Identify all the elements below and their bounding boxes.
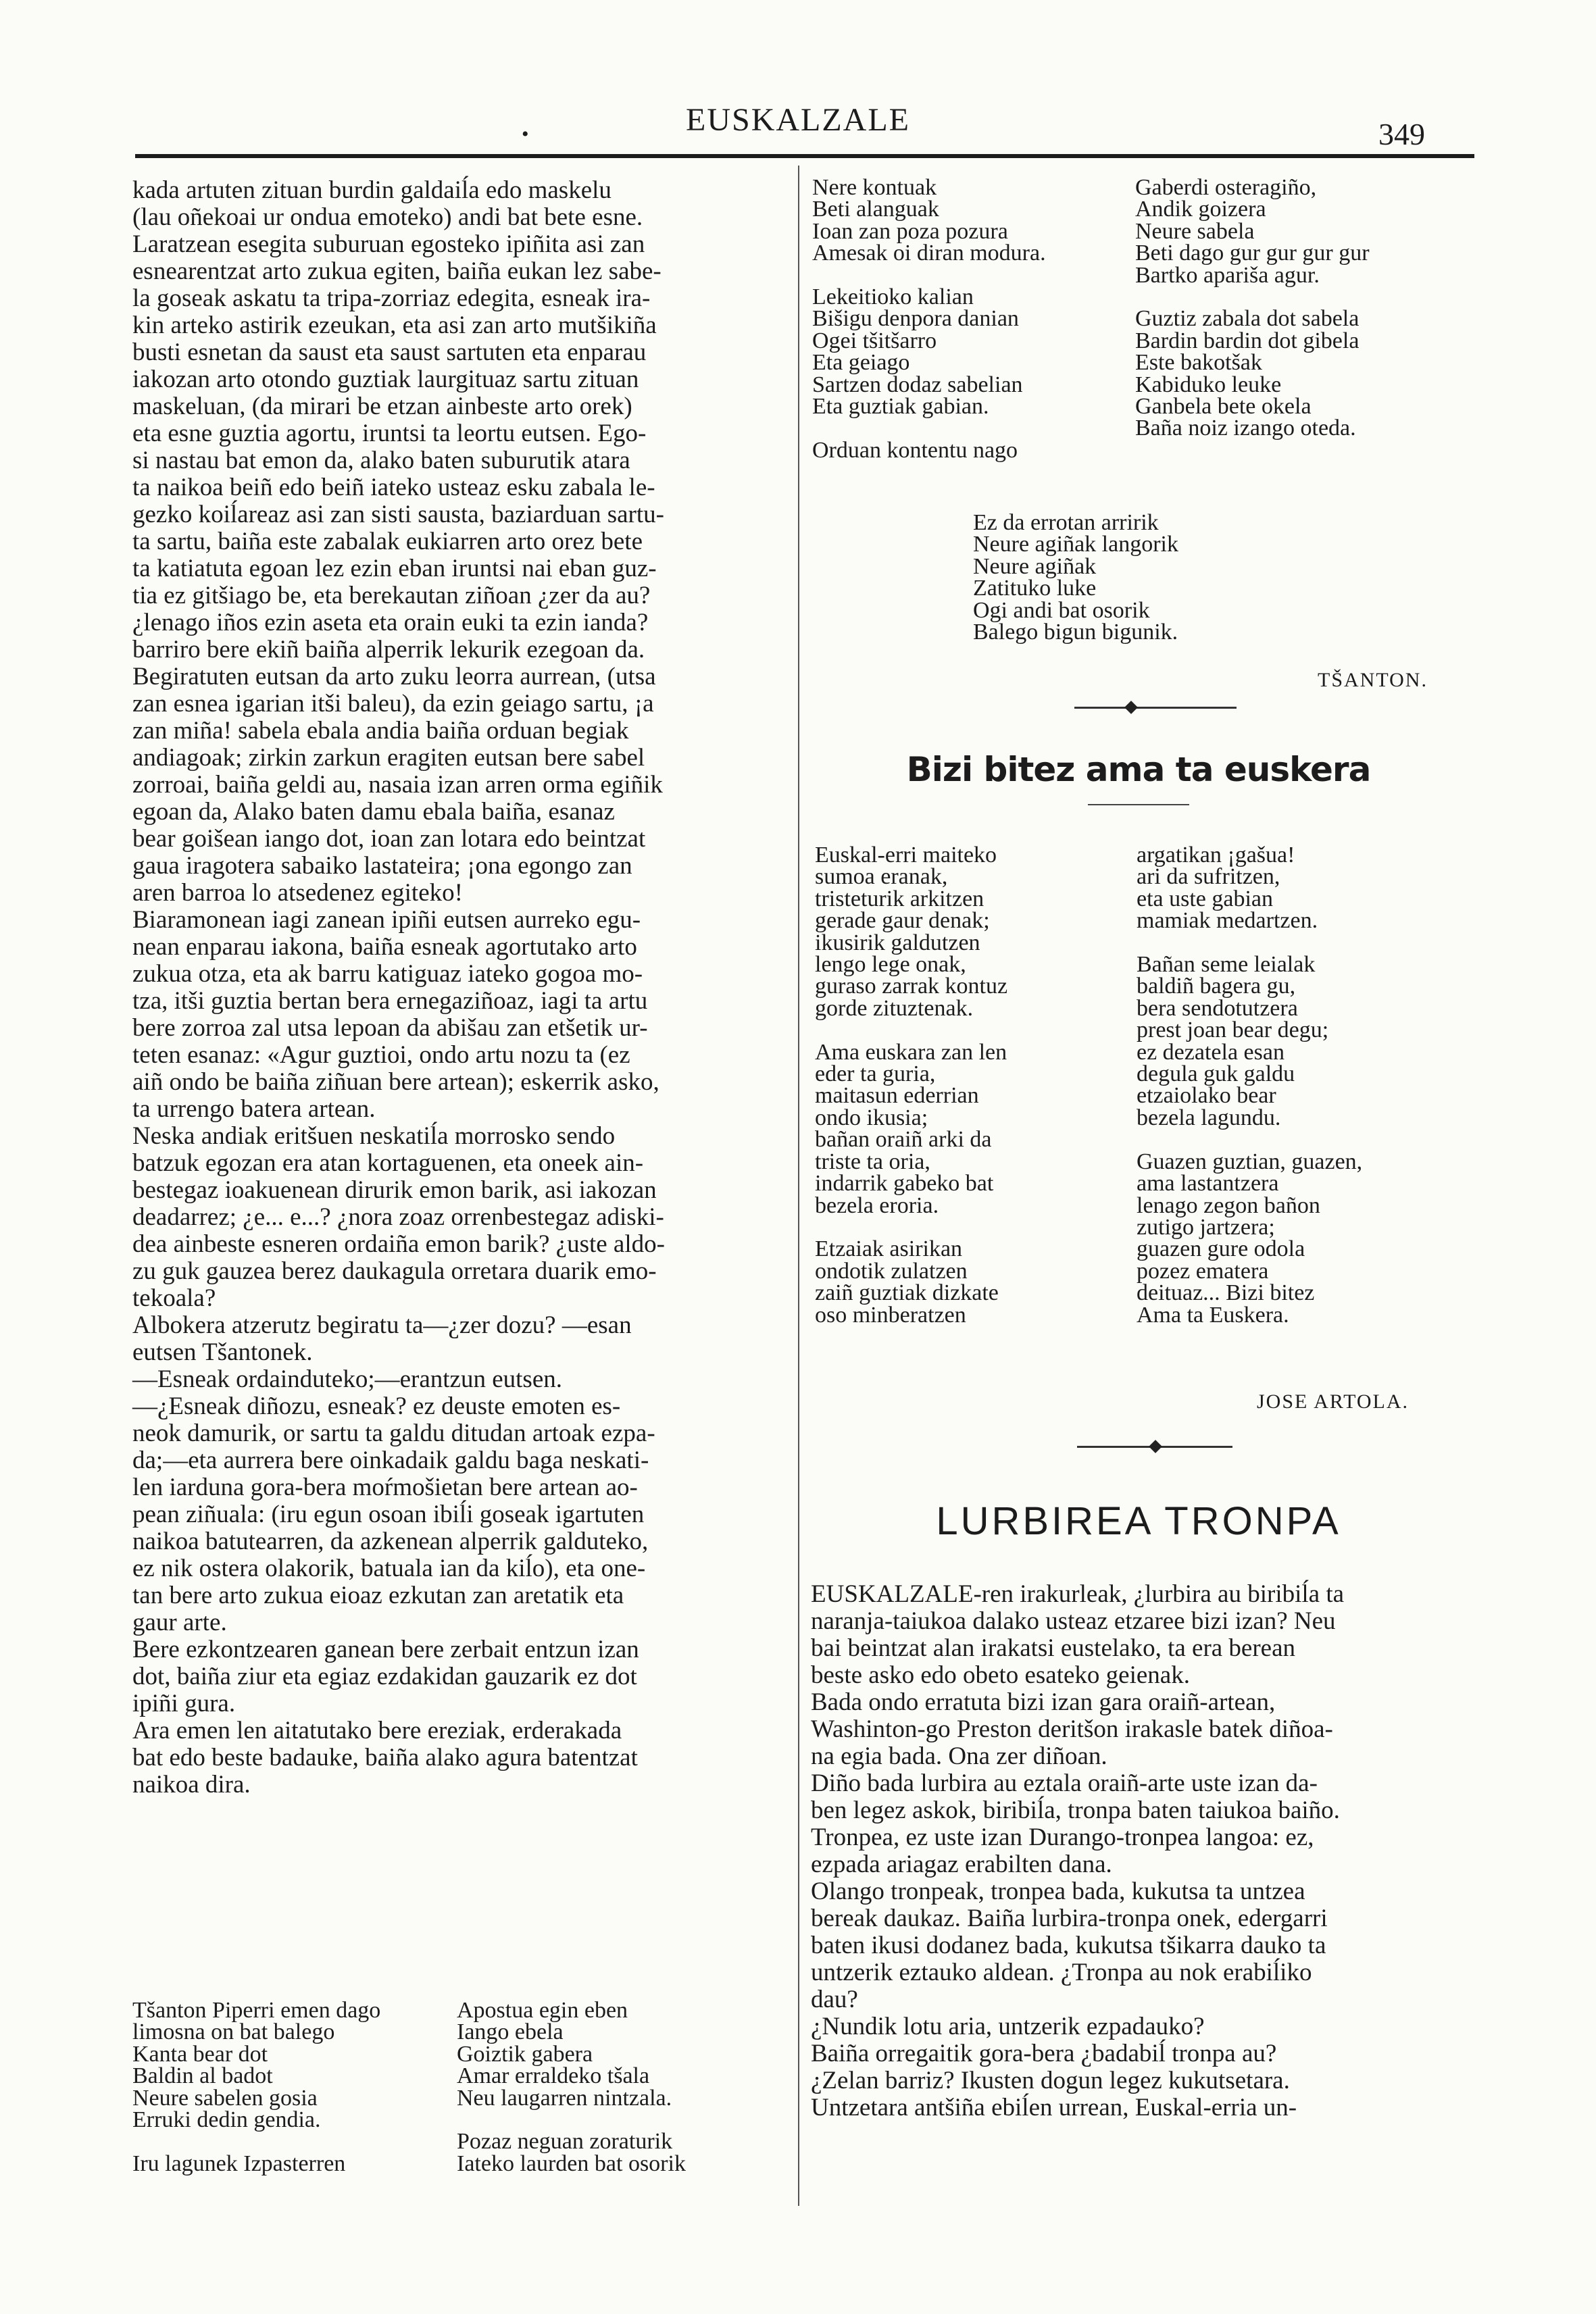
text-line: ezpada ariagaz erabilten dana.	[811, 1851, 1112, 1878]
verse-line: Neure sabelen gosia	[132, 2085, 318, 2111]
verse-line: Kanta bear dot	[132, 2041, 268, 2067]
verse-line: gerade gaur denak;	[815, 908, 990, 934]
text-line: zan esnea igarian itši baleu), da ezin geiago sartu, ¡a	[132, 690, 654, 718]
verse-line: Balego bigun bigunik.	[973, 620, 1178, 645]
text-line: Washinton-go Preston deritšon irakasle batek diñoa-	[811, 1715, 1333, 1743]
text-line: eutsen Tšantonek.	[132, 1338, 313, 1366]
verse-line: Neure sabela	[1135, 218, 1255, 244]
verse-line: Tšanton Piperri emen dago	[132, 1998, 381, 2023]
verse-line: pozez ematera	[1137, 1258, 1269, 1284]
verse-line: Erruki dedin gendia.	[132, 2107, 321, 2133]
right-column-prose	[811, 1581, 1473, 2121]
verse-line: guraso zarrak kontuz	[815, 974, 1008, 999]
verse-line: sumoa eranak,	[815, 864, 948, 890]
text-line: Ara emen len aitatutako bere ereziak, erderakada	[132, 1717, 622, 1744]
verse-line: ondo ikusia;	[815, 1105, 928, 1130]
verse-line: bezela lagundu.	[1137, 1105, 1281, 1130]
text-line: zu guk gauzea berez daukagula orretara duarik emo-	[132, 1257, 657, 1285]
verse-line: ama lastantzera	[1137, 1171, 1279, 1197]
text-line: zan miña! sabela ebala andia baiña orduan begiak	[132, 717, 629, 745]
left-column-prose	[132, 177, 781, 1799]
text-line: tan bere arto zukua eioaz ezkutan zan aretatik eta	[132, 1582, 624, 1609]
verse-line: Neu laugarren nintzala.	[457, 2085, 672, 2111]
text-line: si nastau bat emon da, alako baten suburutik atara	[132, 447, 630, 474]
text-line: kin arteko astirik ezeukan, eta asi zan arto mutšikiña	[132, 311, 657, 339]
verse-line: eta uste gabian	[1137, 886, 1274, 911]
verse-line: Baña noiz izango oteda.	[1135, 416, 1356, 441]
verse-line: Lekeitioko kalian	[812, 284, 974, 310]
verse-line: Guztiz zabala dot sabela	[1135, 306, 1360, 332]
verse-line	[812, 418, 1046, 439]
poem-top-col-c	[973, 512, 1178, 643]
verse-line: Ioan zan poza pozura	[812, 218, 1008, 244]
verse-line: Andik goizera	[1135, 197, 1266, 222]
text-line: Albokera atzerutz begiratu ta—¿zer dozu? —esan	[132, 1311, 632, 1339]
verse-line: Iru lagunek Izpasterren	[132, 2150, 346, 2176]
verse-line: Euskal-erri maiteko	[815, 842, 997, 867]
text-line: Olango tronpeak, tronpea bada, kukutsa ta untzea	[811, 1878, 1305, 1905]
verse-line: ari da sufritzen,	[1137, 864, 1280, 890]
verse-line: Nere kontuak	[812, 175, 937, 200]
verse-line	[457, 2109, 686, 2131]
verse-line: Goiztik gabera	[457, 2041, 593, 2067]
verse-line: mamiak medartzen.	[1137, 908, 1318, 934]
verse-line: Beti alanguak	[812, 197, 939, 222]
text-line: Biaramonean iagi zanean ipiñi eutsen aurreko egu-	[132, 906, 641, 934]
text-line: Neska andiak eritšuen neskatiĺa morrosko sendo	[132, 1122, 616, 1150]
text-line: barriro bere ekiñ baiña alperrik lekurik ezegoan da.	[132, 636, 645, 663]
verse-line: degula guk galdu	[1137, 1061, 1295, 1087]
verse-line	[1137, 1129, 1362, 1151]
heading-underline	[1088, 804, 1189, 805]
verse-line: Gaberdi osteragiño,	[1135, 175, 1317, 200]
verse-line: Ama ta Euskera.	[1137, 1302, 1289, 1328]
text-line: ¿Nundik lotu aria, untzerik ezpadauko?	[811, 2013, 1205, 2040]
verse-line: deituaz... Bizi bitez	[1137, 1280, 1315, 1306]
verse-line: indarrik gabeko bat	[815, 1171, 994, 1197]
text-line: naikoa dira.	[132, 1771, 251, 1799]
verse-line	[132, 2131, 380, 2153]
verse-line	[812, 265, 1046, 286]
verse-line: ikusirik galdutzen	[815, 930, 980, 955]
ornament-rule-1	[1074, 707, 1237, 709]
verse-line: oso minberatzen	[815, 1302, 966, 1328]
text-line: aiñ ondo be baiña ziñuan bere artean); eskerrik asko,	[132, 1068, 659, 1096]
text-line: gaur arte.	[132, 1609, 227, 1636]
verse-line: Ogei tšitšarro	[812, 328, 937, 353]
poem-top-col-b	[1135, 177, 1370, 440]
verse-line: Kabiduko leuke	[1135, 372, 1282, 397]
text-line: bear goišean iango dot, ioan zan lotara edo beintzat	[132, 825, 646, 853]
text-line: la goseak askatu ta tripa-zorriaz edegita, esneak ira-	[132, 284, 651, 312]
verse-line: Amar erraldeko tšala	[457, 2063, 650, 2089]
text-line: pean ziñuala: (iru egun osoan ibiĺi goseak igartuten	[132, 1501, 645, 1528]
verse-line: gorde zituztenak.	[815, 995, 974, 1021]
text-line: esnearentzat arto zukua egiten, baiña eukan lez sabe-	[132, 257, 662, 285]
verse-line: zaiñ guztiak dizkate	[815, 1280, 999, 1306]
text-line: bereak daukaz. Baiña lurbira-tronpa onek, edergarri	[811, 1905, 1328, 1932]
page-number: 349	[1378, 117, 1425, 151]
text-line: naranja-taiukoa dalako usteaz etzaree bizi izan? Neu	[811, 1607, 1336, 1635]
column-divider	[798, 166, 799, 2206]
text-line: batzuk egozan era atan kortaguenen, eta oneek ain-	[132, 1149, 644, 1177]
text-line: neok damurik, or sartu ta galdu ditudan artoak ezpa-	[132, 1419, 655, 1447]
signature-artola: JOSE ARTOLA.	[1257, 1390, 1410, 1413]
verse-line: Etzaiak asirikan	[815, 1236, 963, 1262]
verse-line: Este bakotšak	[1135, 350, 1262, 376]
verse-line: ez dezatela esan	[1137, 1039, 1285, 1065]
header-rule	[135, 154, 1474, 158]
text-line: Bere ezkontzearen ganean bere zerbait entzun izan	[132, 1636, 639, 1663]
verse-line: bañan oraiñ arki da	[815, 1127, 992, 1153]
text-line: ¿lenago iños ezin aseta eta orain euki ta ezin ianda?	[132, 609, 649, 636]
verse-line: maitasun ederrian	[815, 1083, 979, 1109]
verse-block-b	[457, 2000, 686, 2175]
verse-line: lenago zegon bañon	[1137, 1192, 1320, 1218]
text-line: da;—eta aurrera bere oinkadaik galdu baga neskati-	[132, 1447, 649, 1474]
verse-line: Ez da errotan arririk	[973, 510, 1159, 535]
text-line: egoan da, Alako baten damu ebala baiña, esanaz	[132, 798, 615, 826]
text-line: busti esnetan da saust eta saust sartuten eta enparau	[132, 338, 647, 366]
verse-line: bezela eroria.	[815, 1192, 939, 1218]
verse-line: baldiñ bagera gu,	[1137, 974, 1296, 999]
verse-line: Ganbela bete okela	[1135, 394, 1312, 420]
text-line: ta sartu, baiña este zabalak eukiarren arto orez bete	[132, 528, 643, 555]
verse-line: Apostua egin eben	[457, 1998, 628, 2023]
text-line: na egia bada. Ona zer diñoan.	[811, 1742, 1107, 1770]
heading-bizi-bitez: Bizi bitez ama ta euskera	[906, 750, 1371, 789]
text-line: gaua iragotera sabaiko lastateira; ¡ona egongo zan	[132, 852, 632, 880]
text-line: —Esneak ordainduteko;—erantzun eutsen.	[132, 1365, 562, 1393]
verse-line: Eta guztiak gabian.	[812, 394, 989, 420]
verse-line	[1135, 286, 1370, 308]
verse-line: Sartzen dodaz sabelian	[812, 372, 1023, 397]
text-line: tza, itši guztia bertan bera ernegaziñoaz, iagi ta artu	[132, 987, 648, 1015]
verse-line: guazen gure odola	[1137, 1236, 1305, 1262]
text-line: beste asko edo obeto esateko geienak.	[811, 1661, 1190, 1689]
verse-line: Baldin al badot	[132, 2063, 273, 2089]
text-line: EUSKALZALE-ren irakurleak, ¿lurbira au biribiĺa ta	[811, 1580, 1345, 1608]
verse-line	[1137, 932, 1362, 954]
text-line: kada artuten zituan burdin galdaiĺa edo maskelu	[132, 176, 612, 204]
text-line: nean enparau iakona, baiña esneak agortutako arto	[132, 933, 637, 961]
verse-line: Bañan seme leialak	[1137, 952, 1316, 978]
ornament-diamond-2	[1149, 1440, 1162, 1453]
text-line: ez nik ostera olakorik, batuala ian da kiĺo), eta one-	[132, 1555, 646, 1582]
verse-line: prest joan bear degu;	[1137, 1017, 1329, 1043]
verse-line: argatikan ¡gašua!	[1137, 842, 1295, 867]
text-line: bestegaz ioakuenean dirurik emon barik, asi iakozan	[132, 1176, 657, 1204]
text-line: iakozan arto otondo guztiak laurgituaz sartu zituan	[132, 366, 639, 393]
text-line: ipiñi gura.	[132, 1690, 236, 1717]
verse-line: Beti dago gur gur gur gur	[1135, 241, 1370, 266]
text-line: naikoa batutearren, da azkenean alperrik galduteko,	[132, 1528, 649, 1555]
text-line: —¿Esneak diñozu, esneak? ez deuste emoten es-	[132, 1392, 621, 1420]
text-line: len iarduna gora-bera moŕmošietan bere artean ao-	[132, 1474, 638, 1501]
verse-line: etzaiolako bear	[1137, 1083, 1276, 1109]
verse-line: ondotik zulatzen	[815, 1258, 968, 1284]
verse-line	[815, 1020, 1007, 1041]
text-line: deadarrez; ¿e... e...? ¿nora zoaz orrenbestegaz adiski-	[132, 1203, 664, 1231]
verse-line: tristeturik arkitzen	[815, 886, 984, 911]
signature-tsanton: TŠANTON.	[1318, 669, 1428, 691]
text-line: bere zorroa zal utsa lepoan da abišau zan etšetik ur-	[132, 1014, 648, 1042]
text-line: ta naikoa beiñ edo beiñ iateko usteaz esku zabala le-	[132, 474, 655, 501]
text-line: bat edo beste badauke, baiña alako agura batentzat	[132, 1744, 638, 1771]
text-line: eta esne guztia agortu, iruntsi ta leortu eutsen. Ego-	[132, 420, 647, 447]
text-line: ben legez askok, biribiĺa, tronpa baten taiukoa baiño.	[811, 1796, 1340, 1824]
verse-line: Zatituko luke	[973, 576, 1097, 601]
verse-line: Iateko laurden bat osorik	[457, 2150, 686, 2176]
text-line: ta katiatuta egoan lez ezin eban iruntsi nai eban guz-	[132, 555, 657, 582]
heading-lurbirea-tronpa: LURBIREA TRONPA	[936, 1499, 1341, 1543]
text-line: dea ainbeste esneren ordaiña emon barik? ¿uste aldo-	[132, 1230, 665, 1258]
verse-line: Bartko aparišа agur.	[1135, 262, 1320, 288]
verse-line: Ama euskara zan len	[815, 1039, 1007, 1065]
verse-line: triste ta oria,	[815, 1149, 930, 1174]
text-line: (lau oñekoai ur ondua emoteko) andi bat bete esne.	[132, 203, 643, 231]
text-line: baten ikusi dodanez bada, kukutsa tšikarra dauko ta	[811, 1932, 1326, 1959]
text-line: Bada ondo erratuta bizi izan gara oraiñ-artean,	[811, 1688, 1276, 1716]
verse-line	[815, 1217, 1007, 1238]
verse-line: eder ta guria,	[815, 1061, 936, 1087]
poem-bizi-col-b	[1137, 842, 1363, 1328]
verse-line: lengo lege onak,	[815, 952, 966, 978]
text-line: dau?	[811, 1986, 858, 2013]
verse-line: zutigo jartzera;	[1137, 1214, 1275, 1240]
poem-bizi-col-a	[815, 842, 1008, 1328]
text-line: zorroai, baiña geldi au, nasaia izan arren orma egiñik	[132, 771, 663, 799]
text-line: Untzetara antšiña ebiĺen urrean, Euskal-erria un-	[811, 2094, 1297, 2121]
text-line: Tronpea, ez uste izan Durango-tronpea langoa: ez,	[811, 1823, 1314, 1851]
text-line: dot, baiña ziur eta egiaz ezdakidan gauzarik ez dot	[132, 1663, 637, 1690]
text-line: tekoala?	[132, 1284, 216, 1312]
verse-block-a	[132, 2000, 380, 2175]
verse-line: Bišigu denpora danian	[812, 306, 1019, 332]
poem-top-col-a	[812, 177, 1046, 461]
text-line: Laratzean esegita suburuan egosteko ipiñita asi zan	[132, 230, 645, 258]
header-mark: •	[522, 123, 529, 145]
running-title: EUSKALZALE	[686, 102, 910, 138]
text-line: zukua otza, eta ak barru katiguaz iateko gogoa mo-	[132, 960, 643, 988]
text-line: untzerik eztauko aldean. ¿Tronpa au nok erabiĺiko	[811, 1959, 1312, 1986]
verse-line: Ogi andi bat osorik	[973, 597, 1150, 623]
text-line: Diño bada lurbira au eztala oraiñ-arte uste izan da-	[811, 1769, 1318, 1797]
verse-line: Neure agiñak	[973, 553, 1097, 579]
verse-line: Amesak oi diran modura.	[812, 241, 1046, 266]
text-line: teten esanaz: «Agur guztioi, ondo artu nozu ta (ez	[132, 1041, 630, 1069]
text-line: andiagoak; zirkin zarkun eragiten eutsan bere sabel	[132, 744, 645, 772]
text-line: bai beintzat alan irakatsi eustelako, ta era berean	[811, 1634, 1296, 1662]
verse-line: Guazen guztian, guazen,	[1137, 1149, 1363, 1174]
text-line: Begiratuten eutsan da arto zuku leorra aurrean, (utsa	[132, 663, 656, 690]
verse-line: bera sendotutzera	[1137, 995, 1298, 1021]
text-line: ¿Zelan barriz? Ikusten dogun legez kukutsetara.	[811, 2067, 1290, 2094]
text-line: maskeluan, (da mirari be etzan ainbeste arto orek)	[132, 393, 632, 420]
text-line: ta urrengo batera artean.	[132, 1095, 376, 1123]
text-line: Baiña orregaitik gora-bera ¿badabiĺ tronpa au?	[811, 2040, 1277, 2067]
verse-line: limosna on bat balego	[132, 2019, 335, 2045]
ornament-diamond-1	[1124, 701, 1138, 714]
text-line: aren barroa lo atsedenez egiteko!	[132, 879, 463, 907]
verse-line: Bardin bardin dot gibela	[1135, 328, 1360, 353]
verse-line: Iango ebela	[457, 2019, 564, 2045]
verse-line: Neure agiñak langorik	[973, 532, 1178, 557]
verse-line: Pozaz neguan zoraturik	[457, 2129, 673, 2155]
verse-line: Eta geiago	[812, 350, 910, 376]
text-line: gezko koiĺareaz asi zan sisti sausta, baziarduan sartu-	[132, 501, 664, 528]
verse-line: Orduan kontentu nago	[812, 437, 1018, 463]
text-line: tia ez gitšiago be, eta berekautan ziñoan ¿zer da au?	[132, 582, 651, 609]
